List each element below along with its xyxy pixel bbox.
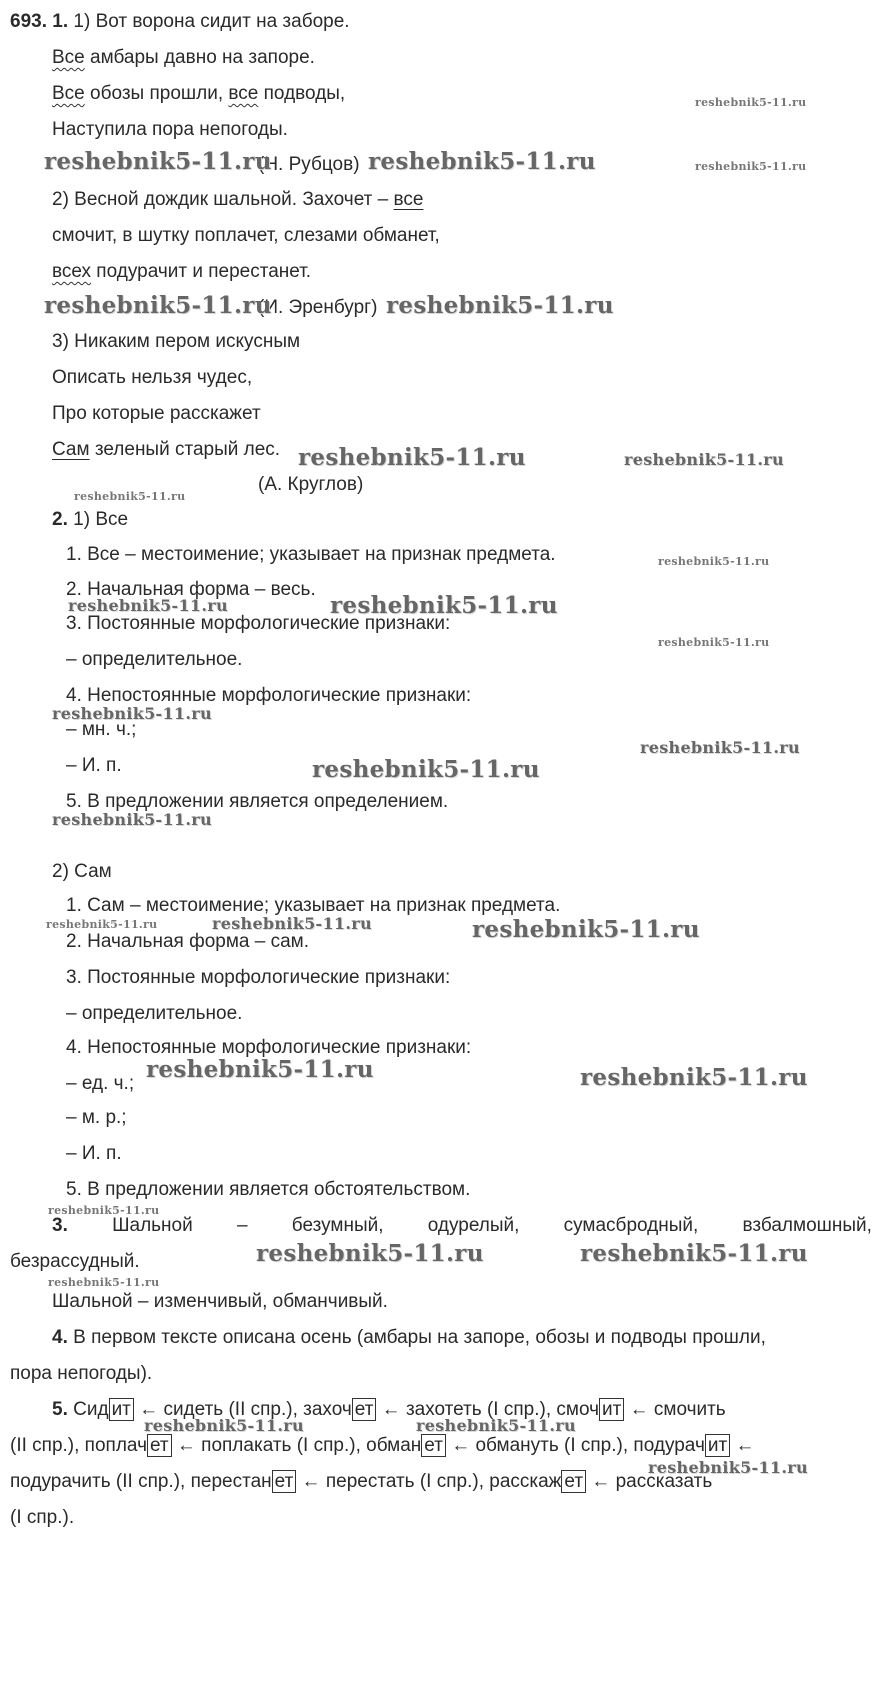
watermark: reshebnik5-11.ru bbox=[68, 596, 228, 615]
poem1-line1: Все амбары давно на запоре. bbox=[52, 47, 315, 68]
watermark: reshebnik5-11.ru bbox=[624, 450, 784, 469]
part4-line1: 4. В первом тексте описана осень (амбары на запоре, обозы и подводы прошли, bbox=[52, 1327, 766, 1348]
part2-item: – И. п. bbox=[66, 755, 122, 776]
part2-item: 5. В предложении является обстоятельством. bbox=[66, 1179, 471, 1200]
watermark: reshebnik5-11.ru bbox=[330, 592, 558, 619]
part2-item: – определительное. bbox=[66, 649, 243, 670]
poem2-line3: всех подурачит и перестанет. bbox=[52, 261, 312, 282]
ending-box: ит bbox=[599, 1398, 624, 1421]
ending-box: ет bbox=[561, 1470, 586, 1493]
ending-box: ет bbox=[272, 1470, 297, 1493]
poem1-author: (Н. Рубцов) bbox=[258, 154, 360, 175]
watermark: reshebnik5-11.ru bbox=[44, 148, 272, 175]
watermark: reshebnik5-11.ru bbox=[256, 1240, 484, 1267]
ending-box: ет bbox=[147, 1434, 172, 1457]
poem3-line1: 3) Никаким пером искусным bbox=[52, 331, 301, 352]
part2-item: 3. Постоянные морфологические признаки: bbox=[66, 967, 451, 988]
poem2-line2: смочит, в шутку поплачет, слезами обманет, bbox=[52, 225, 440, 246]
watermark: reshebnik5-11.ru bbox=[580, 1064, 808, 1091]
ending-box: ит bbox=[705, 1434, 730, 1457]
part5-line2: (II спр.), поплач ет ← поплакать (I спр.), обман ет ← обмануть (I спр.), подурач ит ← bbox=[10, 1435, 755, 1456]
poem1-line0: 1) Вот ворона сидит на заборе. bbox=[73, 11, 350, 32]
part2-item: – мн. ч.; bbox=[66, 719, 137, 740]
watermark: reshebnik5-11.ru bbox=[648, 1458, 808, 1477]
part5-line3: подурачить (II спр.), перестан ет ← перестать (I спр.), расскаж ет ← рассказать bbox=[10, 1471, 713, 1492]
part3-line1: 3. Шальной – безумный, одурелый, сумасбродный, взбалмошный, bbox=[52, 1215, 872, 1236]
watermark: reshebnik5-11.ru bbox=[144, 1416, 304, 1435]
watermark: reshebnik5-11.ru bbox=[580, 1240, 808, 1267]
watermark: reshebnik5-11.ru bbox=[695, 160, 807, 173]
watermark: reshebnik5-11.ru bbox=[52, 810, 212, 829]
part2-item: 1. Все – местоимение; указывает на признак предмета. bbox=[66, 544, 556, 565]
watermark: reshebnik5-11.ru bbox=[658, 555, 770, 568]
part2-item: – определительное. bbox=[66, 1003, 243, 1024]
watermark: reshebnik5-11.ru bbox=[658, 636, 770, 649]
part3-line2: Шальной – изменчивый, обманчивый. bbox=[52, 1291, 388, 1312]
watermark: reshebnik5-11.ru bbox=[386, 292, 614, 319]
watermark: reshebnik5-11.ru bbox=[74, 490, 186, 503]
poem1-line3: Наступила пора непогоды. bbox=[52, 119, 288, 140]
part2-item: 2. Начальная форма – весь. bbox=[66, 579, 316, 600]
poem2-author: (И. Эренбург) bbox=[258, 297, 378, 318]
watermark: reshebnik5-11.ru bbox=[312, 756, 540, 783]
ending-box: ет bbox=[421, 1434, 446, 1457]
watermark: reshebnik5-11.ru bbox=[146, 1056, 374, 1083]
watermark: reshebnik5-11.ru bbox=[298, 444, 526, 471]
watermark: reshebnik5-11.ru bbox=[48, 1276, 160, 1289]
watermark: reshebnik5-11.ru bbox=[416, 1416, 576, 1435]
poem1-line2: Все обозы прошли, все подводы, bbox=[52, 83, 346, 104]
part2-item: 5. В предложении является определением. bbox=[66, 791, 449, 812]
poem3-line4: Сам зеленый старый лес. bbox=[52, 439, 281, 460]
watermark: reshebnik5-11.ru bbox=[48, 1204, 160, 1217]
poem3-line3: Про которые расскажет bbox=[52, 403, 261, 424]
part2-item: – ед. ч.; bbox=[66, 1073, 135, 1094]
watermark: reshebnik5-11.ru bbox=[52, 704, 212, 723]
part2-item: 1. Сам – местоимение; указывает на признак предмета. bbox=[66, 895, 561, 916]
watermark: reshebnik5-11.ru bbox=[472, 916, 700, 943]
ending-box: ит bbox=[109, 1398, 134, 1421]
part4-line2: пора непогоды). bbox=[10, 1363, 153, 1384]
exercise-header bbox=[10, 10, 350, 34]
part-label: 1. bbox=[52, 11, 69, 32]
watermark: reshebnik5-11.ru bbox=[212, 914, 372, 933]
watermark: reshebnik5-11.ru bbox=[695, 96, 807, 109]
part2-item: 3. Постоянные морфологические признаки: bbox=[66, 613, 451, 634]
watermark: reshebnik5-11.ru bbox=[368, 148, 596, 175]
watermark: reshebnik5-11.ru bbox=[46, 918, 158, 931]
watermark: reshebnik5-11.ru bbox=[44, 292, 272, 319]
part2-item: – м. р.; bbox=[66, 1107, 127, 1128]
part3-line1-cont: безрассудный. bbox=[10, 1251, 140, 1272]
exercise-number: 693. bbox=[10, 11, 47, 32]
poem3-line2: Описать нельзя чудес, bbox=[52, 367, 253, 388]
part2-item: 4. Непостоянные морфологические признаки: bbox=[66, 685, 472, 706]
part2-item: 2. Начальная форма – сам. bbox=[66, 931, 310, 952]
part2-item: 4. Непостоянные морфологические признаки: bbox=[66, 1037, 472, 1058]
part5-line1: 5. Сид ит ← сидеть (II спр.), захоч ет ← захотеть (I спр.), смоч ит ← смочить bbox=[52, 1399, 726, 1420]
watermark: reshebnik5-11.ru bbox=[640, 738, 800, 757]
part2-subtitle: 2) Сам bbox=[52, 861, 112, 882]
part2-item: – И. п. bbox=[66, 1143, 122, 1164]
part2-header: 2. 1) Все bbox=[52, 509, 129, 530]
ending-box: ет bbox=[352, 1398, 377, 1421]
poem2-line1: 2) Весной дождик шальной. Захочет – все bbox=[52, 189, 424, 210]
poem3-author: (А. Круглов) bbox=[258, 474, 364, 495]
part5-line4: (I спр.). bbox=[10, 1507, 75, 1528]
